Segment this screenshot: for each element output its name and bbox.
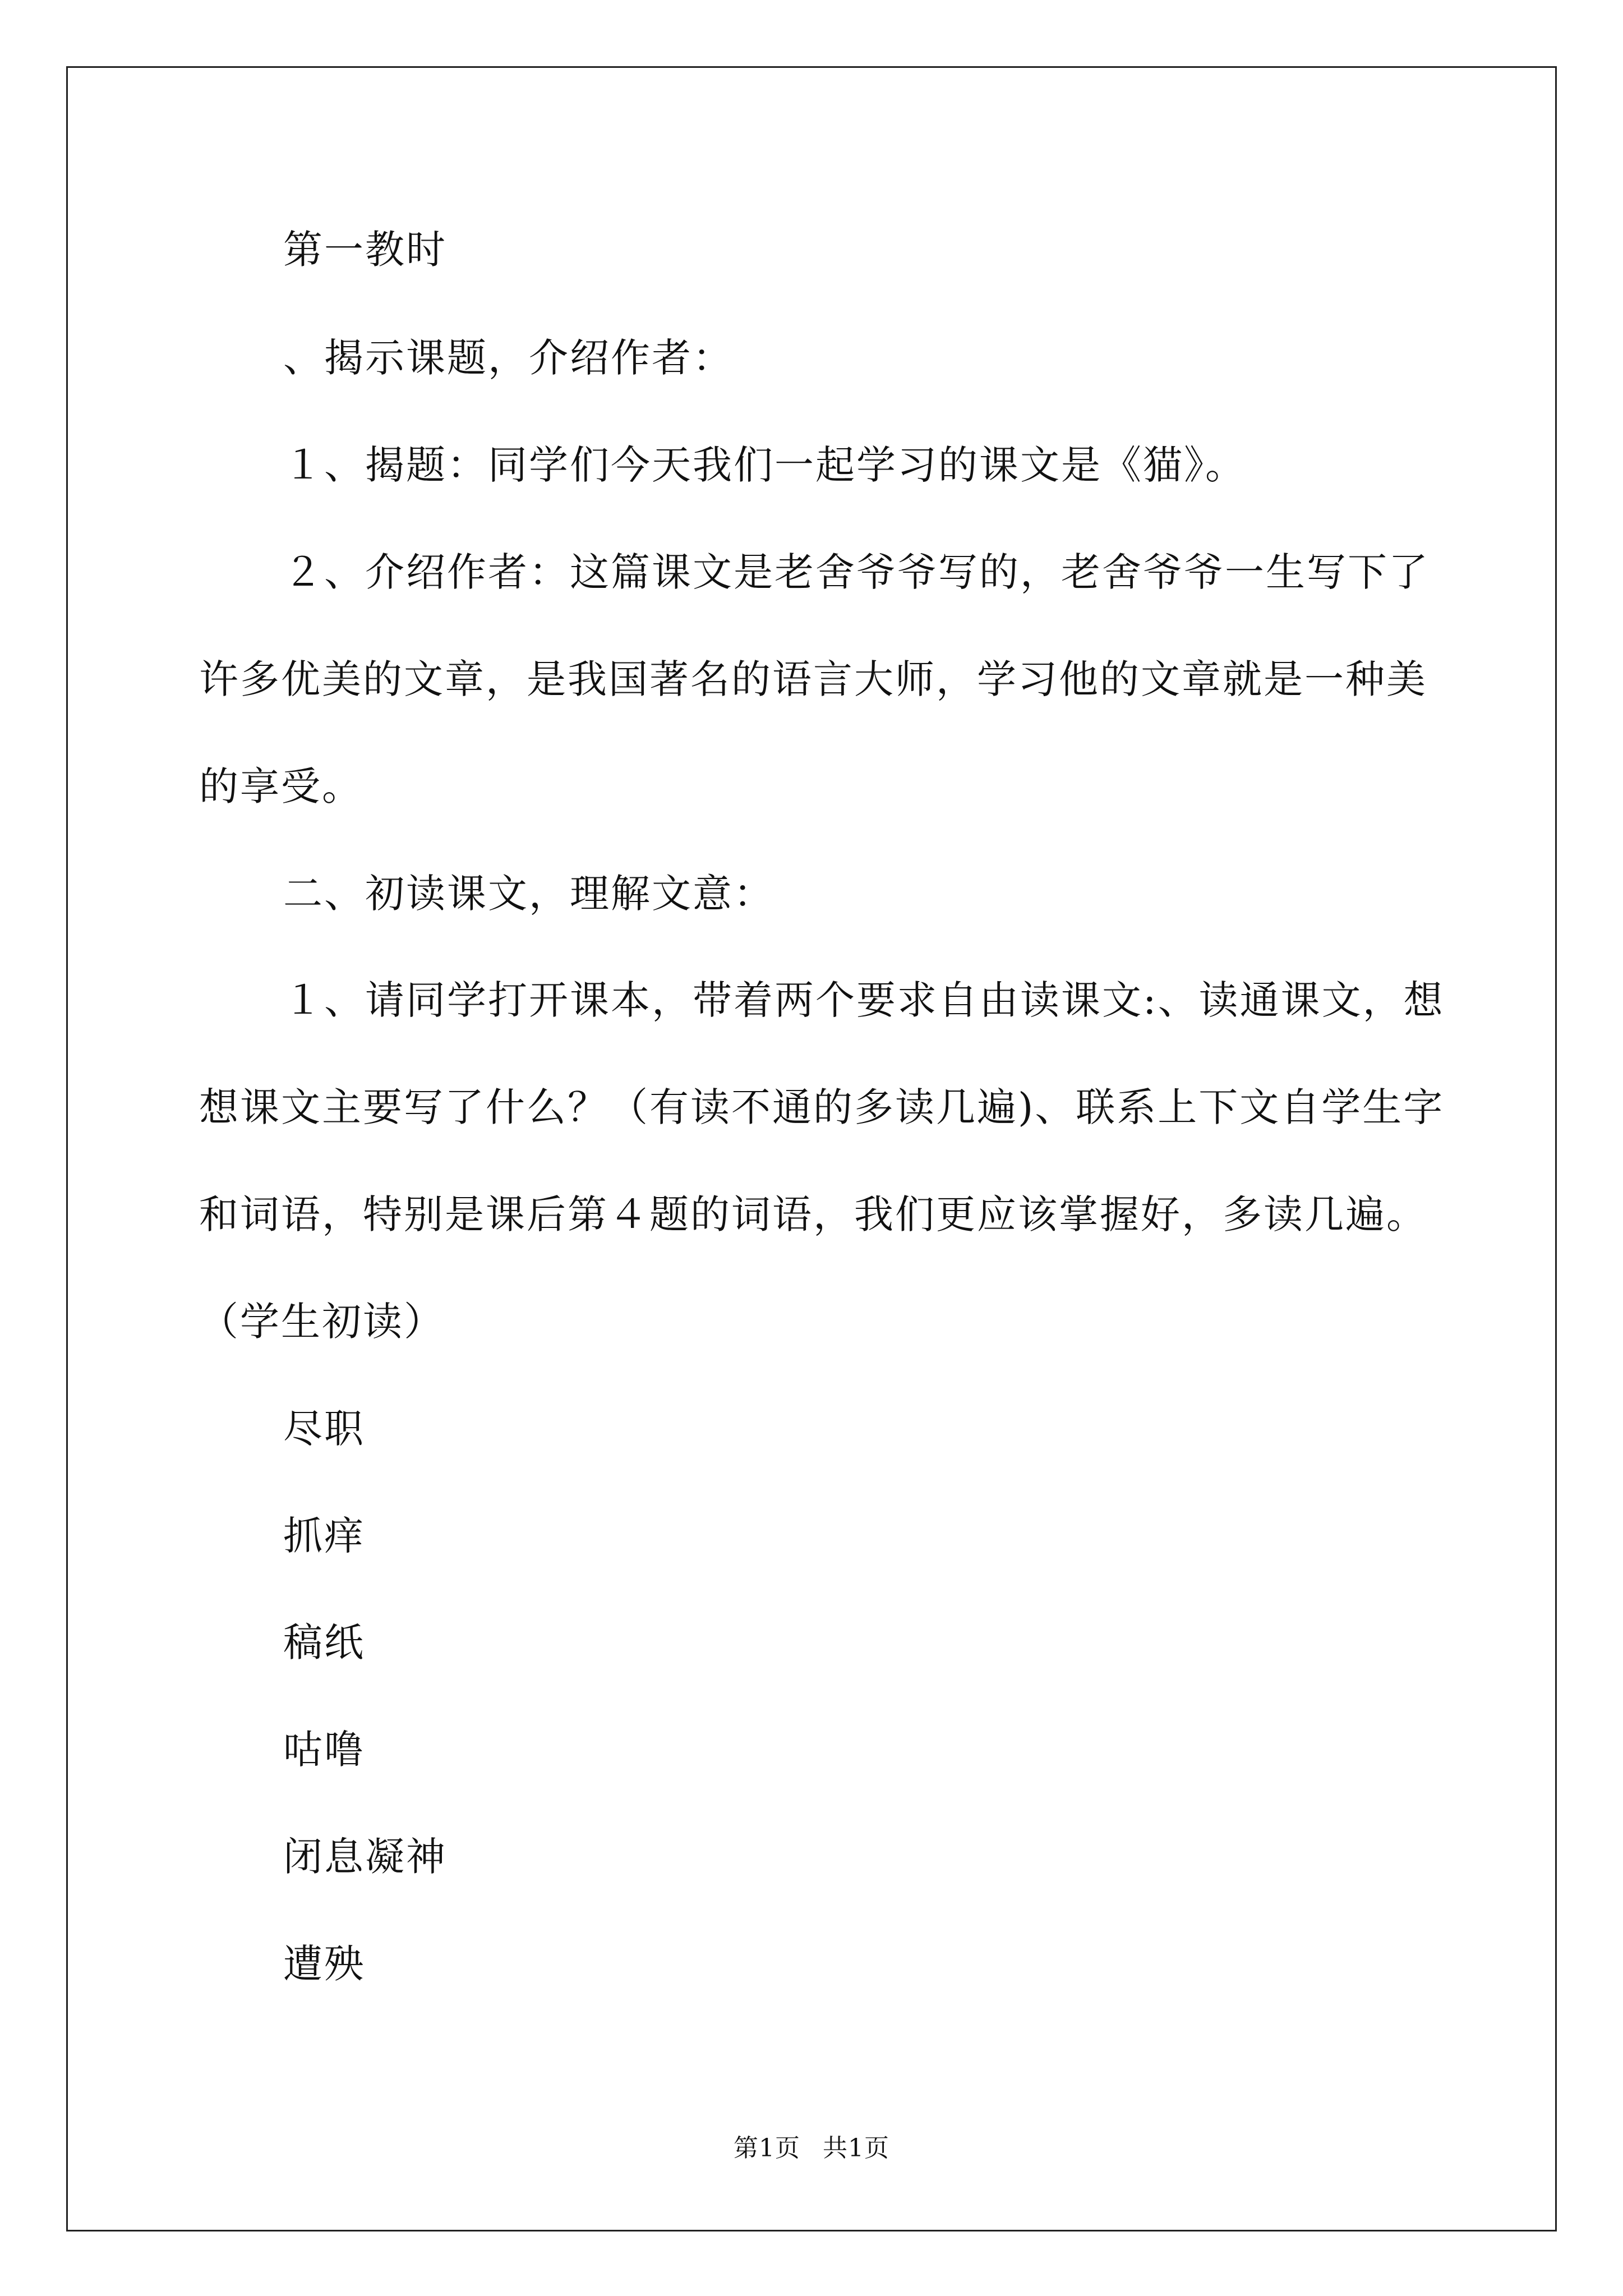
page-number-current: 第1页 [734, 2134, 800, 2162]
page-border [66, 66, 1557, 2231]
paragraph-line: 许多优美的文章，是我国著名的语言大师，学习他的文章就是一种美 [199, 656, 1427, 702]
vocab-word: 稿纸 [283, 1619, 365, 1665]
vocab-word: 咕噜 [283, 1727, 365, 1773]
paragraph-item-introduce-author: ２、介绍作者：这篇课文是老舍爷爷写的，老舍爷爷一生写下了 [283, 549, 1430, 595]
vocab-word: 抓痒 [283, 1513, 365, 1559]
page-number-total: 共1页 [823, 2134, 889, 2162]
paragraph-item-reveal-topic: １、揭题：同学们今天我们一起学习的课文是《猫》。 [283, 442, 1246, 488]
vocab-word: 尽职 [283, 1406, 365, 1452]
paragraph-line: 想课文主要写了什么？（有读不通的多读几遍)、联系上下文自学生字 [199, 1084, 1445, 1130]
paragraph-item-read-text: １、请同学打开课本，带着两个要求自由读课文:、读通课文，想 [283, 977, 1445, 1023]
paragraph-line: （学生初读） [199, 1299, 445, 1345]
paragraph-section-two-heading: 二、初读课文，理解文意： [283, 871, 774, 917]
vocab-word: 遭殃 [283, 1941, 365, 1987]
paragraph-lesson-title: 第一教时 [283, 227, 447, 273]
page-footer [0, 2134, 1623, 2162]
vocab-word: 闭息凝神 [283, 1834, 447, 1880]
paragraph-line: 的享受。 [199, 763, 363, 809]
paragraph-line: 和词语，特别是课后第４题的词语，我们更应该掌握好，多读几遍。 [199, 1191, 1427, 1237]
paragraph-section-one-heading: 、揭示课题，介绍作者： [283, 335, 734, 381]
